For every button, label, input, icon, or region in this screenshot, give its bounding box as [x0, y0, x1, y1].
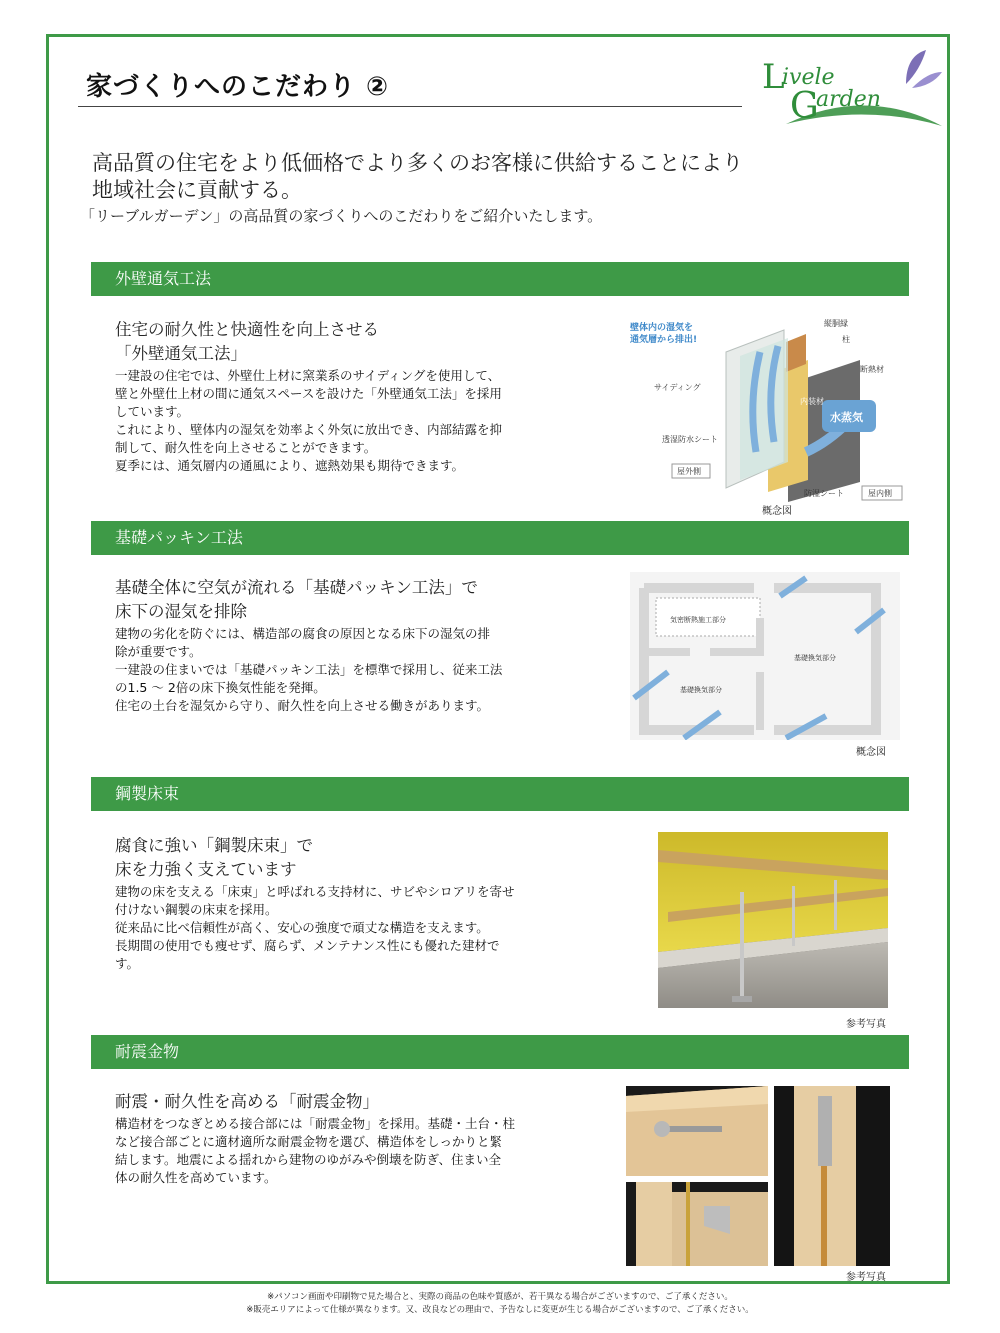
photo-caption: 参考写真	[846, 1272, 886, 1283]
callout-label: 壁体内の湿気を	[630, 323, 694, 333]
indoor-label: 屋内側	[868, 489, 892, 498]
hold-down-plate	[818, 1096, 832, 1166]
section-bar-foundation-packing: 基礎パッキン工法	[91, 521, 909, 555]
moisture-sheet-label: 防湿シート	[804, 489, 844, 498]
membrane-label: 透湿防水シート	[662, 435, 718, 444]
body-line: しています。	[115, 404, 190, 419]
body-line: など接合部ごとに適材適所な耐震金物を選び、構造体をしっかりと緊	[115, 1134, 503, 1149]
logo-letter-l: L	[762, 57, 785, 97]
section-text-steel-floor-post	[115, 834, 565, 973]
bolt-washer	[654, 1121, 670, 1137]
body-line: これにより、壁体内の湿気を効率よく外気に放出でき、内部結露を抑	[115, 422, 503, 437]
page-title: 家づくりへのこだわり ②	[86, 72, 390, 102]
membrane-sheet	[740, 338, 788, 480]
section-body	[115, 1115, 565, 1187]
livele-garden-logo	[756, 46, 946, 134]
photo-caption: 参考写真	[846, 1019, 886, 1030]
steel-post	[740, 892, 744, 1002]
figure-caption: 概念図	[856, 747, 886, 758]
steel-post-base	[732, 996, 752, 1002]
section-text-wall-ventilation	[115, 318, 565, 475]
section-body	[115, 625, 565, 715]
body-line: 除が重要です。	[115, 644, 202, 659]
footer-note: ※パソコン画面や印刷物で見た場合と、実際の商品の色味や質感が、若干異なる場合がございますので、ご了承ください。	[267, 1292, 733, 1302]
insulation-label: 断熱材	[860, 365, 884, 374]
outdoor-label: 屋外側	[677, 467, 701, 476]
body-line: 長期間の使用でも痩せず、腐らず、メンテナンス性にも優れた建材で	[115, 938, 500, 953]
section-heading	[115, 318, 565, 366]
body-line: 一建設の住まいでは「基礎パッキン工法」を標準で採用し、従来工法	[115, 662, 503, 677]
body-line: 壁と外壁仕上材の間に通気スペースを設けた「外壁通気工法」を採用	[115, 386, 502, 401]
body-line: 建物の床を支える「床束」と呼ばれる支持材に、サビやシロアリを寄せ	[115, 884, 515, 899]
figure-caption: 概念図	[762, 506, 792, 517]
section-text-seismic-hardware	[115, 1090, 565, 1187]
footer-note: ※販売エリアによって仕様が異なります。又、改良などの理由で、予告なしに変更が生じる場合がございますので、ご了承ください。	[246, 1305, 754, 1315]
section-heading-line: 耐震・耐久性を高める「耐震金物」	[115, 1092, 379, 1111]
vent-label: 基礎換気部分	[794, 654, 836, 662]
pillar-label: 柱	[842, 335, 850, 344]
intro-subheading: 「リーブルガーデン」の高品質の家づくりへのこだわりをご紹介いたします。	[80, 207, 603, 225]
seismic-hardware-photo-corner	[626, 1086, 768, 1176]
body-line: 体の耐久性を高めています。	[115, 1170, 277, 1185]
callout-label: 通気層から排出!	[630, 335, 698, 345]
section-heading	[115, 1090, 565, 1114]
body-line: 付けない鋼製の床束を採用。	[115, 902, 278, 917]
vent-label: 基礎換気部分	[680, 686, 722, 694]
wood-post	[636, 1182, 672, 1266]
vapor-label: 水蒸気	[830, 411, 863, 424]
body-line: 構造材をつなぎとめる接合部には「耐震金物」を採用。基礎・土台・柱	[115, 1116, 516, 1131]
logo-letter-g: G	[790, 86, 819, 127]
intro-heading	[92, 150, 743, 204]
section-body	[115, 883, 565, 973]
body-line: 住宅の土台を湿気から守り、耐久性を向上させる働きがあります。	[115, 698, 490, 713]
body-line: 結します。地震による揺れから建物のゆがみや倒壊を防ぎ、住まい全	[115, 1152, 502, 1167]
section-bar-wall-ventilation: 外壁通気工法	[91, 262, 909, 296]
section-body	[115, 367, 565, 475]
section-heading-line: 床下の湿気を排除	[115, 602, 247, 621]
steel-post	[834, 880, 837, 930]
logo-word-ivele: ivele	[782, 65, 835, 90]
body-line: 夏季には、通気層内の通風により、遮熱効果も期待できます。	[115, 458, 465, 473]
body-line: の1.5 ～ 2倍の床下換気性能を発揮。	[115, 680, 326, 695]
section-bar-steel-floor-post: 鋼製床束	[91, 777, 909, 811]
body-line: 従来品に比べ信頼性が高く、安心の強度で頑丈な構造を支えます。	[115, 920, 489, 935]
wall-ventilation-diagram	[628, 312, 910, 504]
seismic-hardware-photo-bracket	[626, 1182, 768, 1266]
intro-heading-line: 高品質の住宅をより低価格でより多くのお客様に供給することにより	[92, 151, 743, 175]
steel-floor-post-photo	[658, 832, 888, 1008]
section-bar-seismic-hardware: 耐震金物	[91, 1035, 909, 1069]
body-line: 一建設の住宅では、外壁仕上材に窯業系のサイディングを使用して、	[115, 368, 501, 383]
section-heading-line: 基礎全体に空気が流れる「基礎パッキン工法」で	[115, 578, 478, 597]
metal-bolt	[662, 1126, 722, 1132]
body-line: 制して、耐久性を向上させることができます。	[115, 440, 377, 455]
anchor-rod	[686, 1182, 690, 1266]
batten-label: 縦胴縁	[824, 319, 848, 328]
interior-label: 内装材	[800, 397, 824, 406]
section-heading-line: 住宅の耐久性と快適性を向上させる	[115, 320, 379, 339]
section-heading	[115, 576, 565, 624]
intro-heading-line: 地域社会に貢献する。	[92, 178, 302, 202]
logo-word-arden: arden	[816, 87, 881, 112]
section-heading	[115, 834, 565, 882]
body-line: 建物の劣化を防ぐには、構造部の腐食の原因となる床下の湿気の排	[115, 626, 491, 641]
title-underline	[78, 106, 742, 107]
section-text-foundation-packing	[115, 576, 565, 715]
section-heading-line: 腐食に強い「鋼製床束」で	[115, 836, 313, 855]
section-heading-line: 床を力強く支えています	[115, 860, 297, 879]
siding-label: サイディング	[654, 383, 701, 392]
seismic-hardware-photo-holddown	[774, 1086, 890, 1266]
foundation-packing-diagram	[630, 572, 900, 740]
logo-leaf	[912, 72, 942, 88]
body-line: す。	[115, 956, 140, 971]
section-heading-line: 「外壁通気工法」	[115, 344, 247, 363]
anchor-bolt	[821, 1166, 827, 1266]
steel-post	[792, 886, 795, 946]
airtight-label: 気密断熱施工部分	[670, 616, 726, 624]
